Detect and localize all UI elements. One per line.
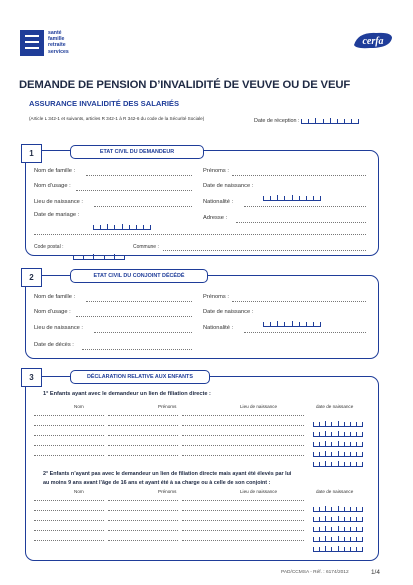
s1-date-mariage-input[interactable] bbox=[93, 212, 151, 230]
col-date-2: date de naissance bbox=[316, 489, 354, 494]
child-raised-row-5-col-3[interactable] bbox=[182, 540, 304, 541]
section-1-number: 1 bbox=[21, 144, 42, 163]
s2-date-naissance-input[interactable] bbox=[263, 309, 321, 327]
child-raised-row-5-col-2[interactable] bbox=[108, 540, 178, 541]
s2-nationalite-label: Nationalité : bbox=[203, 325, 234, 331]
section-2-number: 2 bbox=[21, 268, 42, 287]
reception-date-boxes[interactable] bbox=[301, 116, 359, 124]
child-direct-row-1-col-2[interactable] bbox=[108, 415, 178, 416]
s1-nationalite-label: Nationalité : bbox=[203, 199, 234, 205]
s1-nationalite-input[interactable] bbox=[244, 206, 366, 207]
s2-lieu-naissance-input[interactable] bbox=[94, 332, 192, 333]
child-direct-row-4-col-3[interactable] bbox=[182, 445, 304, 446]
col-lieu-2: Lieu de naissance bbox=[240, 489, 278, 494]
s2-date-naissance-label: Date de naissance : bbox=[203, 309, 254, 315]
s2-nationalite-input[interactable] bbox=[244, 332, 366, 333]
child-direct-row-3-col-2[interactable] bbox=[108, 435, 178, 436]
col-nom-2: Nom bbox=[74, 489, 84, 494]
s1-nom-usage-label: Nom d’usage : bbox=[34, 183, 71, 189]
child-raised-row-4-col-2[interactable] bbox=[108, 530, 178, 531]
child-raised-row-1-col-2[interactable] bbox=[108, 500, 178, 501]
s1-nom-usage-input[interactable] bbox=[76, 190, 192, 191]
child-raised-row-4-col-3[interactable] bbox=[182, 530, 304, 531]
s1-adresse-line-2[interactable] bbox=[34, 234, 366, 235]
child-raised-row-5-date[interactable] bbox=[313, 534, 363, 552]
s1-nom-famille-input[interactable] bbox=[86, 175, 192, 176]
s2-nom-famille-label: Nom de famille : bbox=[34, 294, 76, 300]
reception-date-field[interactable] bbox=[254, 116, 359, 124]
col-date-1: date de naissance bbox=[316, 404, 354, 409]
s1-prenoms-input[interactable] bbox=[232, 175, 366, 176]
s1-date-naissance-label: Date de naissance : bbox=[203, 183, 254, 189]
s2-date-deces-input[interactable] bbox=[82, 349, 192, 350]
s1-nom-famille-label: Nom de famille : bbox=[34, 168, 76, 174]
section-2-title: ETAT CIVIL DU CONJOINT DÉCÉDÉ bbox=[70, 269, 208, 283]
s1-lieu-naissance-input[interactable] bbox=[94, 206, 192, 207]
cerfa-logo bbox=[352, 30, 394, 50]
s2-lieu-naissance-label: Lieu de naissance : bbox=[34, 325, 84, 331]
s1-code-postal-input[interactable] bbox=[73, 242, 125, 260]
form-title: DEMANDE DE PENSION D’INVALIDITÉ DE VEUVE OU DE VEUF bbox=[19, 79, 351, 91]
child-raised-row-1-col-3[interactable] bbox=[182, 500, 304, 501]
s1-commune-input[interactable] bbox=[163, 250, 366, 251]
s1-commune-label: Commune : bbox=[133, 244, 159, 250]
child-direct-row-2-col-1[interactable] bbox=[34, 425, 104, 426]
child-direct-row-5-date[interactable] bbox=[313, 449, 363, 467]
form-reference: PAD/CCMSA - Réf. : 6174/2012 bbox=[281, 570, 349, 575]
child-raised-row-5-col-1[interactable] bbox=[34, 540, 104, 541]
col-lieu-1: Lieu de naissance bbox=[240, 404, 278, 409]
reception-date-label: Date de réception : bbox=[254, 118, 300, 124]
child-raised-row-2-col-3[interactable] bbox=[182, 510, 304, 511]
msa-logo-tagline: santé famille retraite services bbox=[48, 30, 69, 55]
section-2-panel bbox=[25, 275, 379, 359]
col-prenoms-1: Prénoms bbox=[158, 404, 177, 409]
child-raised-row-1-col-1[interactable] bbox=[34, 500, 104, 501]
s2-prenoms-label: Prénoms : bbox=[203, 294, 229, 300]
s1-date-naissance-input[interactable] bbox=[263, 183, 321, 201]
s1-code-postal-label: Code postal : bbox=[34, 244, 64, 250]
child-direct-row-2-col-2[interactable] bbox=[108, 425, 178, 426]
child-raised-row-2-col-1[interactable] bbox=[34, 510, 104, 511]
child-direct-row-1-col-1[interactable] bbox=[34, 415, 104, 416]
s1-adresse-label: Adresse : bbox=[203, 215, 228, 221]
child-direct-row-3-col-3[interactable] bbox=[182, 435, 304, 436]
svg-text:cerfa: cerfa bbox=[362, 36, 384, 47]
col-prenoms-2: Prénoms bbox=[158, 489, 177, 494]
child-raised-row-4-col-1[interactable] bbox=[34, 530, 104, 531]
section-1-title: ETAT CIVIL DU DEMANDEUR bbox=[70, 145, 204, 159]
cerfa-logo-icon bbox=[352, 30, 394, 50]
msa-logo bbox=[20, 30, 90, 64]
s1-adresse-input[interactable] bbox=[236, 222, 366, 223]
q2-text-line-1: 2° Enfants n’ayant pas avec le demandeur un lien de filiation directe mais ayant été élevés par lui bbox=[43, 471, 292, 477]
child-direct-row-3-col-1[interactable] bbox=[34, 435, 104, 436]
child-direct-row-4-col-1[interactable] bbox=[34, 445, 104, 446]
s2-prenoms-input[interactable] bbox=[232, 301, 366, 302]
page-number: 1/4 bbox=[371, 569, 380, 576]
col-nom-1: Nom bbox=[74, 404, 84, 409]
child-raised-row-3-col-3[interactable] bbox=[182, 520, 304, 521]
s1-prenoms-label: Prénoms : bbox=[203, 168, 229, 174]
q1-text: 1° Enfants ayant avec le demandeur un lien de filiation directe : bbox=[43, 391, 211, 397]
s2-nom-usage-label: Nom d’usage : bbox=[34, 309, 71, 315]
s2-nom-famille-input[interactable] bbox=[86, 301, 192, 302]
section-3-title: DÉCLARATION RELATIVE AUX ENFANTS bbox=[70, 370, 210, 384]
child-direct-row-4-col-2[interactable] bbox=[108, 445, 178, 446]
child-raised-row-3-col-1[interactable] bbox=[34, 520, 104, 521]
child-direct-row-5-col-3[interactable] bbox=[182, 455, 304, 456]
child-raised-row-3-col-2[interactable] bbox=[108, 520, 178, 521]
form-subtitle: ASSURANCE INVALIDITÉ DES SALARIÉS bbox=[29, 99, 180, 108]
q2-text-line-2: au moins 9 ans avant l’âge de 16 ans et ayant été à sa charge ou à celle de son conjoint : bbox=[43, 480, 271, 486]
s2-date-deces-label: Date de décès : bbox=[34, 342, 74, 348]
legal-reference: (Article L 342-1 et suivants, articles R 342-1 à R 342-6 du code de la Sécurité Sociale) bbox=[29, 116, 205, 121]
s1-date-mariage-label: Date de mariage : bbox=[34, 212, 80, 218]
s1-lieu-naissance-label: Lieu de naissance : bbox=[34, 199, 84, 205]
child-direct-row-2-col-3[interactable] bbox=[182, 425, 304, 426]
child-direct-row-5-col-1[interactable] bbox=[34, 455, 104, 456]
s2-nom-usage-input[interactable] bbox=[76, 316, 192, 317]
msa-logo-mark bbox=[20, 30, 44, 56]
child-direct-row-1-col-3[interactable] bbox=[182, 415, 304, 416]
section-3-number: 3 bbox=[21, 368, 42, 387]
child-direct-row-5-col-2[interactable] bbox=[108, 455, 178, 456]
child-raised-row-2-col-2[interactable] bbox=[108, 510, 178, 511]
